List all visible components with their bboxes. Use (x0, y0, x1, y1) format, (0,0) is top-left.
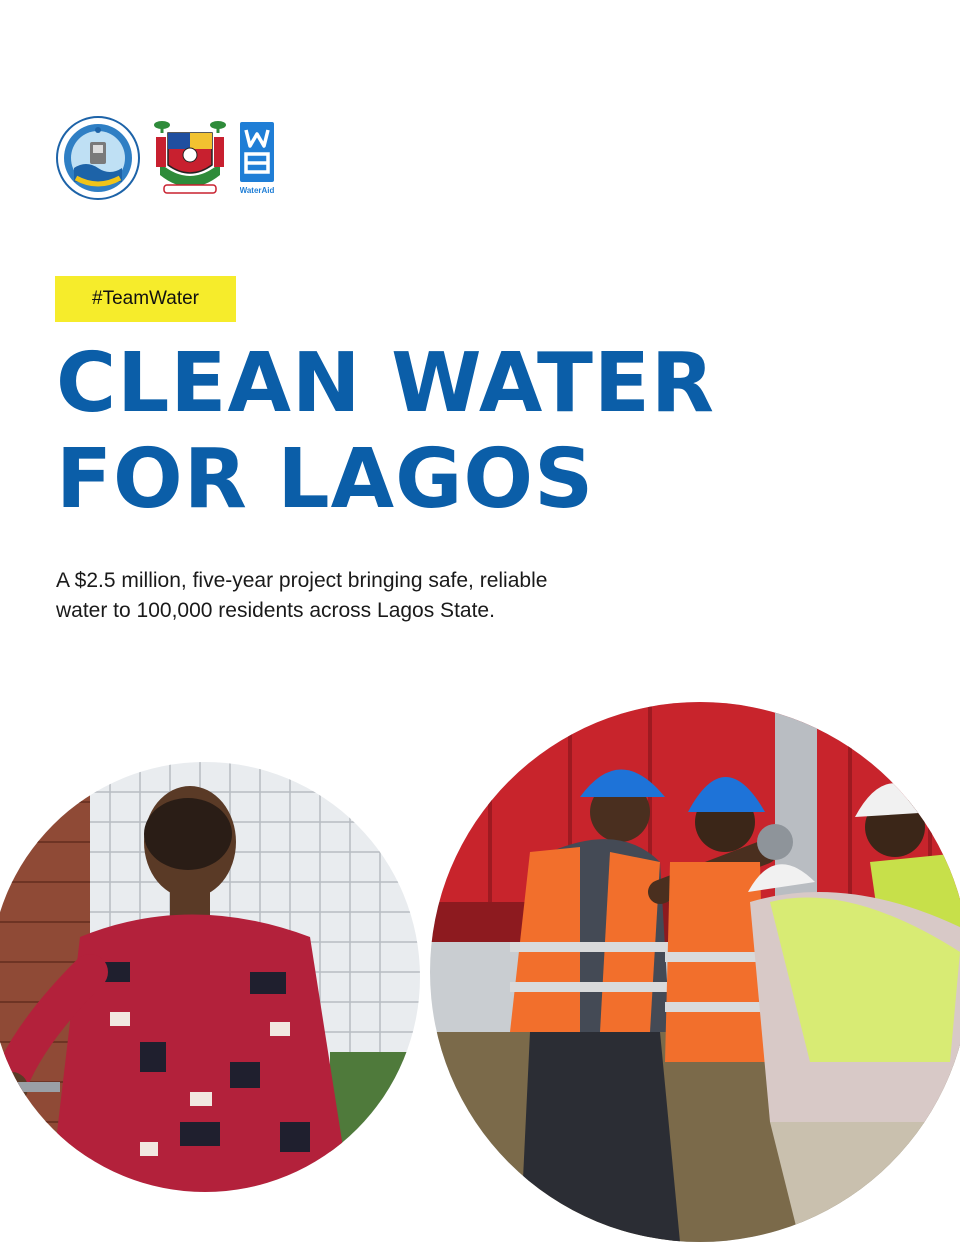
headline-line-1: CLEAN WATER (56, 336, 716, 431)
wateraid-logo (240, 120, 274, 196)
description-line-2: water to 100,000 residents across Lagos State. (56, 599, 495, 622)
hashtag-badge: #TeamWater (55, 276, 236, 322)
lagos-water-corporation-logo (56, 116, 140, 200)
lagos-state-coat-of-arms-logo (154, 119, 226, 197)
description-line-1: A $2.5 million, five-year project bringing safe, reliable (56, 569, 548, 592)
woman-at-water-tap-photo (0, 762, 420, 1192)
headline (56, 336, 715, 528)
wateraid-caption: WaterAid (240, 186, 274, 195)
headline-line-2: FOR LAGOS (56, 432, 595, 527)
partner-logos (56, 116, 274, 200)
project-description (56, 566, 696, 626)
workers-installing-borehole-photo (430, 702, 960, 1242)
